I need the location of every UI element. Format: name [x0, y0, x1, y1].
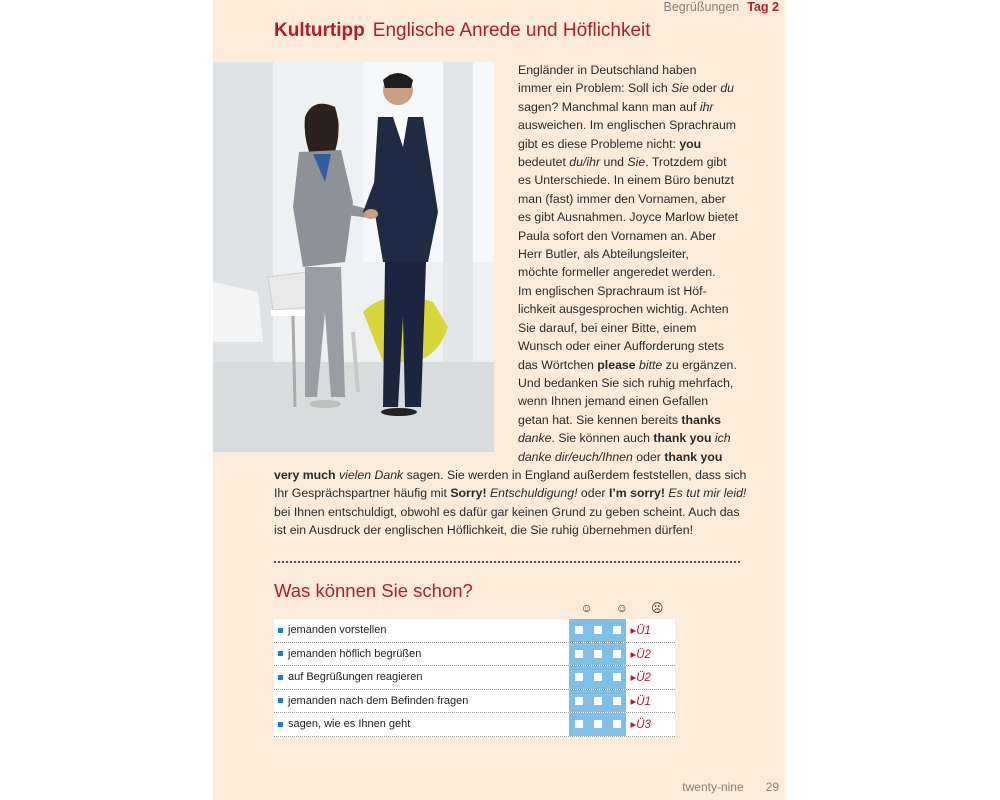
self-assessment-table [274, 619, 675, 737]
body-line: Herr Butler, als Abteilungsleiter, [518, 247, 689, 262]
checkbox[interactable] [594, 673, 602, 681]
dotted-divider [274, 561, 740, 563]
checkbox[interactable] [575, 626, 583, 634]
exercise-ref: ▸Ü1 [630, 625, 651, 638]
bullet-icon [278, 628, 283, 633]
checkbox[interactable] [594, 720, 602, 728]
body-line: gibt es diese Probleme nicht: you [518, 136, 702, 151]
checkbox[interactable] [594, 650, 602, 658]
happy-face-icon: ☺ [580, 601, 593, 615]
exercise-ref: ▸Ü2 [630, 672, 651, 685]
title-text: Englische Anrede und Höflichkeit [372, 20, 651, 41]
neutral-face-icon: ☺ [615, 601, 628, 615]
bullet-icon [278, 722, 283, 727]
checkbox[interactable] [575, 720, 583, 728]
page-title [274, 20, 651, 42]
rating-boxes [569, 713, 626, 736]
exercise-ref: ▸Ü3 [630, 719, 651, 732]
body-line: danke dir/euch/Ihnen oder thank you [518, 449, 723, 464]
body-line: man (fast) immer den Vornamen, aber [518, 191, 726, 206]
checkbox[interactable] [613, 626, 621, 634]
checkbox[interactable] [613, 720, 621, 728]
body-line: sagen? Manchmal kann man auf ihr [518, 99, 714, 114]
body-line: wenn Ihnen jemand einen Gefallen [518, 394, 709, 409]
arrow-icon: ▸ [630, 695, 637, 708]
body-line: Im englischen Sprachraum ist Höf- [518, 283, 707, 298]
body-line: lichkeit ausgesprochen wichtig. Achten [518, 302, 729, 317]
body-line: bei Ihnen entschuldigt, obwohl es dafür gar keinen Grund zu geben scheint. Auch das [274, 504, 740, 519]
checkbox[interactable] [594, 697, 602, 705]
exercise-ref: ▸Ü1 [630, 695, 651, 708]
rating-boxes [569, 690, 626, 713]
rating-boxes [569, 619, 626, 642]
rating-boxes [569, 643, 626, 666]
checkbox[interactable] [613, 650, 621, 658]
body-line: Wunsch oder einer Aufforderung stets [518, 339, 724, 354]
row-label: jemanden höflich begrüßen [288, 647, 422, 660]
body-line: das Wörtchen please bitte zu ergänzen. [518, 357, 737, 372]
body-full-width-text [274, 466, 752, 540]
body-line: Engländer in Deutschland haben [518, 63, 697, 77]
row-label: jemanden vorstellen [288, 624, 387, 637]
checkbox[interactable] [575, 673, 583, 681]
arrow-icon: ▸ [630, 672, 637, 685]
row-label: auf Begrüßungen reagieren [288, 671, 423, 684]
body-line: es gibt Ausnahmen. Joyce Marlow bietet [518, 210, 739, 225]
sad-face-icon: ☹ [650, 601, 664, 615]
header-section: Begrüßungen [663, 0, 740, 14]
bullet-icon [278, 698, 283, 703]
rating-boxes [569, 666, 626, 689]
page-number: 29 [765, 780, 779, 794]
body-line: ist ein Ausdruck der englischen Höflichkeit, die Sie ruhig übernehmen dürfen! [274, 523, 694, 538]
running-header [664, 0, 780, 16]
page-number-word: twenty-nine [682, 780, 744, 794]
body-line: immer ein Problem: Soll ich Sie oder du [518, 81, 734, 96]
checkbox[interactable] [575, 650, 583, 658]
body-line: danke. Sie können auch thank you ich [518, 431, 731, 446]
body-line: getan hat. Sie kennen bereits thanks [518, 412, 722, 427]
page-footer [682, 780, 779, 794]
bullet-icon [278, 651, 283, 656]
body-line: Sie darauf, bei einer Bitte, einem [518, 320, 697, 335]
row-label: sagen, wie es Ihnen geht [288, 718, 411, 731]
arrow-icon: ▸ [630, 648, 637, 661]
checkbox[interactable] [613, 673, 621, 681]
arrow-icon: ▸ [630, 625, 637, 638]
body-line: möchte formeller angeredet werden. [518, 265, 716, 280]
business-handshake-photo [213, 62, 494, 452]
body-column-text [518, 61, 754, 466]
title-prefix: Kulturtipp [274, 20, 365, 41]
checkbox[interactable] [594, 626, 602, 634]
arrow-icon: ▸ [630, 719, 637, 732]
table-row [274, 619, 675, 643]
row-label: jemanden nach dem Befinden fragen [288, 694, 469, 707]
body-line: Paula sofort den Vornamen an. Aber [518, 228, 717, 243]
checkbox[interactable] [613, 697, 621, 705]
table-row [274, 666, 675, 690]
body-line: Ihr Gesprächspartner häufig mit Sorry! Entschuldigung! oder I’m sorry! Es tut mir leid! [274, 486, 747, 501]
exercise-ref: ▸Ü2 [630, 648, 651, 661]
body-line: es Unterschiede. In einem Büro benutzt [518, 173, 735, 188]
body-line: ausweichen. Im englischen Sprachraum [518, 118, 737, 133]
checklist-title: Was können Sie schon? [274, 580, 473, 601]
table-row [274, 690, 675, 714]
body-line: bedeutet du/ihr und Sie. Trotzdem gibt [518, 155, 727, 170]
body-line: very much vielen Dank sagen. Sie werden in England außerdem feststellen, dass sich [274, 468, 747, 482]
rating-faces-header [569, 599, 675, 617]
header-day-tag: Tag 2 [747, 0, 779, 14]
table-row [274, 643, 675, 667]
bullet-icon [278, 675, 283, 680]
table-row [274, 713, 675, 737]
checkbox[interactable] [575, 697, 583, 705]
body-line: Und bedanken Sie sich ruhig mehrfach, [518, 375, 734, 390]
book-page [213, 0, 785, 800]
handshake-illustration [213, 62, 494, 452]
